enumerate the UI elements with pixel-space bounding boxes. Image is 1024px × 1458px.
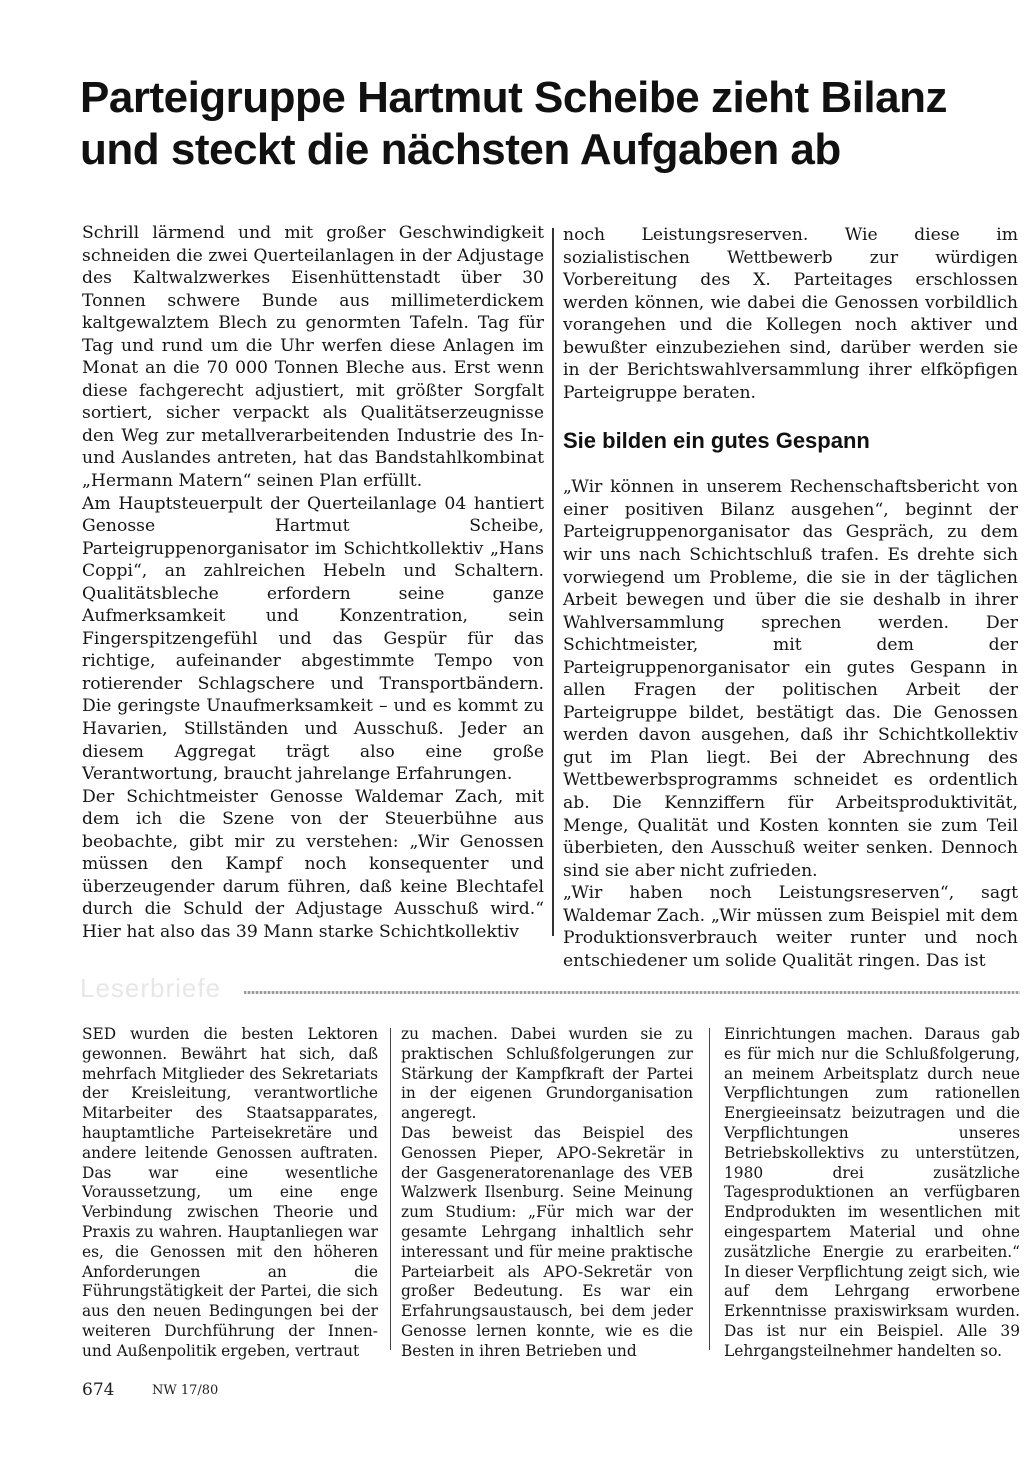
section-divider bbox=[244, 991, 1020, 994]
article-paragraph: „Wir haben noch Leistungsreserven“, sagt Waldemar Zach. „Wir müssen zum Beispiel mit dem Produktionsverbrauch weiter runter und noch entschiedener um solide Qualität ringen. Das ist bbox=[563, 883, 1018, 971]
column-divider bbox=[709, 1028, 710, 1350]
letters-column-1 bbox=[82, 1025, 378, 1362]
letter-paragraph: Das beweist das Beispiel des Genossen Pieper, APO-Sekretär in der Gasgeneratorenanlage des VEB Walzwerk Ilsenburg. Seine Meinung zum Studium: „Für mich war der gesamte Lehrgang inhaltlich sehr interessant und für meine praktische Parteiarbeit als APO-Sekretär von großer Bedeutung. Es war ein Erfahrungsaustausch, bei dem jeder Genosse lernen konnte, wie es die Besten in ihren Betrieben und bbox=[401, 1123, 693, 1360]
article-paragraph: Am Hauptsteuerpult der Querteilanlage 04 hantiert Genosse Hartmut Scheibe, Parteigruppenorganisator im Schichtkollektiv „Hans Coppi“, an zahlreichen Hebeln und Schaltern. Qualitätsbleche erfordern seine ganze Aufmerksamkeit und Konzentration, sein Fingerspitzengefühl und das Gespür für das richtige, aufeinander abgestimmte Tempo von rotierender Schlagschere und Transportbändern. Die geringste Unaufmerksamkeit – und es kommt zu Havarien, Stillständen und Ausschuß. Jeder an diesem Aggregat trägt also eine große Verantwortung, braucht jahrelange Erfahrungen. bbox=[82, 493, 544, 785]
article-column-left bbox=[82, 222, 544, 944]
letter-paragraph: zu machen. Dabei wurden sie zu praktischen Schlußfolgerungen zur Stärkung der Kampfkraft der Partei in der eigenen Grundorganisation angeregt. bbox=[401, 1025, 693, 1123]
headline-line-1: Parteigruppe Hartmut Scheibe zieht Bilanz bbox=[80, 73, 947, 122]
letters-column-2 bbox=[401, 1025, 693, 1362]
headline-line-2: und steckt die nächsten Aufgaben ab bbox=[80, 125, 841, 174]
column-divider bbox=[552, 228, 554, 936]
article-paragraph: noch Leistungsreserven. Wie diese im sozialistischen Wettbewerb zur würdigen Vorbereitung des X. Parteitages erschlossen werden können, wie dabei die Genossen vorbildlich vorangehen und die Kollegen noch aktiver und bewußter einzubeziehen sind, darüber werden sie in der Berichtswahlversammlung ihrer elfköpfigen Parteigruppe beraten. bbox=[563, 225, 1018, 403]
article-paragraph: Schrill lärmend und mit großer Geschwindigkeit schneiden die zwei Querteilanlagen in der Adjustage des Kaltwalzwerkes Eisenhüttenstadt über 30 Tonnen schwere Bunde aus millimeterdickem kaltgewalztem Blech zu genormten Tafeln. Tag für Tag und rund um die Uhr werfen diese Anlagen im Monat an die 70 000 Tonnen Bleche aus. Erst wenn diese fachgerecht adjustiert, mit größter Sorgfalt sortiert, sicher verpackt als Qualitätserzeugnisse den Weg zur metallverarbeitenden Industrie des In- und Auslandes antreten, hat das Bandstahlkombinat „Hermann Matern“ seinen Plan erfüllt. bbox=[82, 223, 544, 492]
article-column-right bbox=[563, 224, 1018, 972]
article-headline bbox=[80, 72, 1010, 176]
article-paragraph: „Wir können in unserem Rechenschaftsbericht von einer positiven Bilanz ausgehen“, beginnt der Parteigruppenorganisator das Gespräch, zu dem wir uns nach Schichtschluß trafen. Es drehte sich vorwiegend um Probleme, die sie in der täglichen Arbeit bewegen und über die sie deshalb in ihrer Wahlversammlung sprechen werden. Der Schichtmeister, mit dem der Parteigruppenorganisator ein gutes Gespann in allen Fragen der politischen Arbeit der Parteigruppe bildet, bestätigt das. Die Genossen werden davon ausgehen, daß ihr Schichtkollektiv gut im Plan liegt. Bei der Abrechnung des Wettbewerbsprogramms schneidet es ordentlich ab. Die Kennziffern für Arbeitsproduktivität, Menge, Qualität und Kosten konnten sie zum Teil überbieten, den Ausschuß weiter senken. Dennoch sind sie aber nicht zufrieden. bbox=[563, 477, 1018, 881]
letters-column-3 bbox=[724, 1025, 1020, 1362]
issue-label: NW 17/80 bbox=[152, 1383, 219, 1398]
letter-paragraph: Einrichtungen machen. Daraus gab es für mich nur die Schlußfolgerung, an meinem Arbeitsplatz durch neue Verpflichtungen zum rationellen Energieeinsatz beizutragen und die Verpflichtungen unseres Betriebskollektivs zu unterstützen, 1980 drei zusätzliche Tagesproduktionen an verfügbaren Endprodukten im wesentlichen mit eingespartem Material und ohne zusätzliche Energie zu erarbeiten.“ In dieser Verpflichtung zeigt sich, wie auf dem Lehrgang erworbene Erkenntnisse praxiswirksam wurden. Das ist nur ein Beispiel. Alle 39 Lehrgangsteilnehmer handelten so. bbox=[724, 1025, 1020, 1360]
page-number: 674 bbox=[82, 1380, 115, 1400]
column-divider bbox=[390, 1028, 391, 1350]
letter-paragraph: SED wurden die besten Lektoren gewonnen. Bewährt hat sich, daß mehrfach Mitglieder des Sekretariats der Kreisleitung, verantwortliche Mitarbeiter des Staatsapparates, hauptamtliche Parteisekretäre und andere leitende Genossen auftraten. Das war eine wesentliche Voraussetzung, um eine enge Verbindung zwischen Theorie und Praxis zu wahren. Hauptanliegen war es, die Genossen mit den höheren Anforderungen an die Führungstätigkeit der Partei, die sich aus den neuen Bedingungen bei der weiteren Durchführung der Innen- und Außenpolitik ergeben, vertraut bbox=[82, 1025, 378, 1360]
article-subheading: Sie bilden ein gutes Gespann bbox=[563, 428, 870, 454]
article-paragraph: Der Schichtmeister Genosse Waldemar Zach, mit dem ich die Szene von der Steuerbühne aus beobachte, gibt mir zu verstehen: „Wir Genossen müssen den Kampf noch konsequenter und überzeugender darum führen, daß keine Blechtafel durch die Schuld der Adjustage Ausschuß wird.“ Hier hat also das 39 Mann starke Schichtkollektiv bbox=[82, 786, 544, 942]
letters-section-label: Leserbriefe bbox=[80, 973, 222, 1003]
